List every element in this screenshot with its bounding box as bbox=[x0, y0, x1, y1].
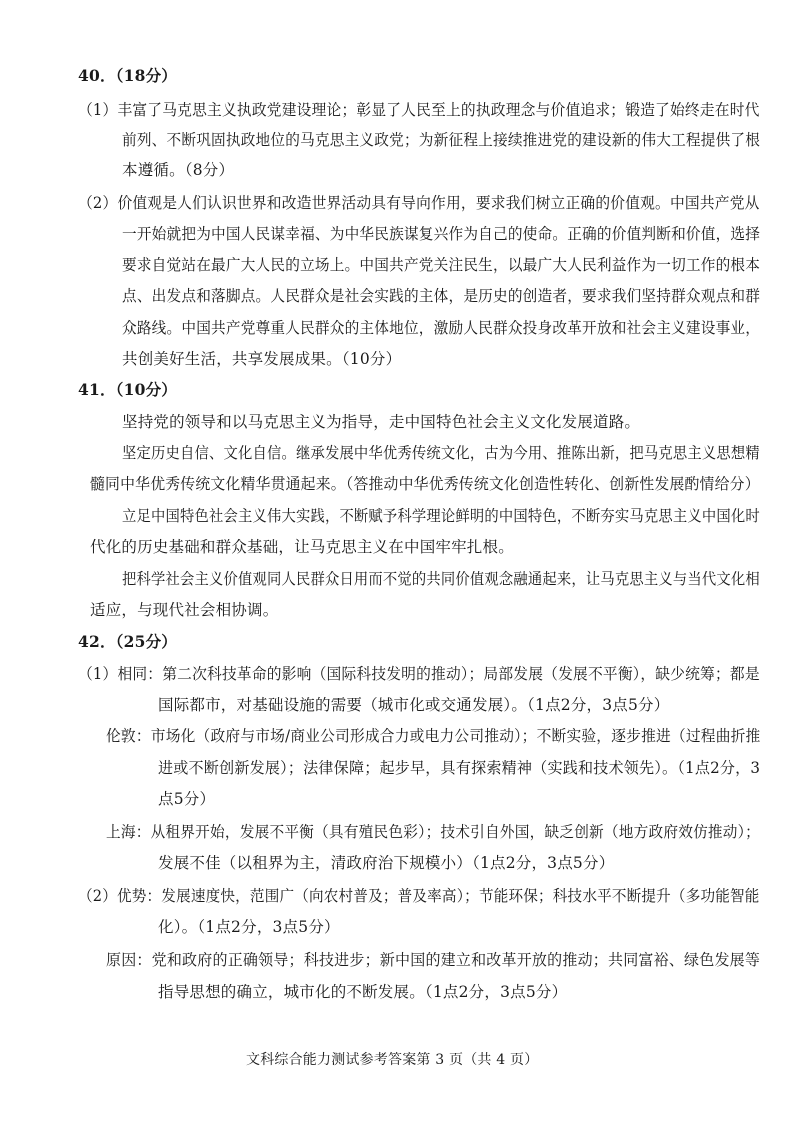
q41-heading: 41．（10分） bbox=[78, 380, 177, 399]
q42-heading: 42．（25分） bbox=[78, 632, 177, 651]
q41-line: 坚持党的领导和以马克思主义为指导，走中国特色社会主义文化发展道路。 bbox=[122, 413, 641, 431]
q40-part2-line: 点、出发点和落脚点。人民群众是社会实践的主体，是历史的创造者，要求我们坚持群众观点和群 bbox=[122, 287, 761, 305]
q40-part2-line: 一开始就把为中国人民谋幸福、为中华民族谋复兴作为自己的使命。正确的价值判断和价值，选择 bbox=[122, 225, 761, 243]
q40-heading: 40．（18分） bbox=[78, 66, 177, 85]
q42-reason-line: 原因：党和政府的正确领导；科技进步；新中国的建立和改革开放的推动；共同富裕、绿色发展等 bbox=[106, 951, 761, 969]
q42-shanghai-line: 发展不佳（以租界为主，清政府治下规模小）（1点2分，3点5分） bbox=[158, 854, 615, 872]
q42-advantage-line: 化）。（1点2分，3点5分） bbox=[158, 918, 340, 936]
q42-london-line: 点5分） bbox=[158, 790, 216, 808]
q41-line: 代化的历史基础和群众基础，让马克思主义在中国牢牢扎根。 bbox=[90, 538, 514, 556]
q41-line: 立足中国特色社会主义伟大实践，不断赋予科学理论鲜明的中国特色，不断夯实马克思主义中国化时 bbox=[122, 507, 760, 525]
q40-part2-line: 众路线。中国共产党尊重人民群众的主体地位，激励人民群众投身改革开放和社会主义建设事业， bbox=[122, 319, 761, 337]
q40-part2-line: （2）价值观是人们认识世界和改造世界活动具有导向作用，要求我们树立正确的价值观。中国共产党从 bbox=[78, 194, 760, 212]
q42-london-line: 伦敦：市场化（政府与市场/商业公司形成合力或电力公司推动）；不断实验，逐步推进（过程曲折推 bbox=[106, 727, 761, 745]
q41-line: 坚定历史自信、文化自信。继承发展中华优秀传统文化，古为今用、推陈出新，把马克思主义思想精 bbox=[122, 444, 760, 462]
q42-advantage-line: （2）优势：发展速度快，范围广（向农村普及；普及率高）；节能环保；科技水平不断提升（多功能智能 bbox=[78, 887, 760, 905]
q40-part2-line: 要求自觉站在最广大人民的立场上。中国共产党关注民生，以最广大人民利益作为一切工作的根本 bbox=[122, 256, 761, 274]
q42-same-line: 国际都市，对基础设施的需要（城市化或交通发展）。（1点2分，3点5分） bbox=[158, 696, 670, 714]
q40-part2-line: 共创美好生活，共享发展成果。（10分） bbox=[122, 350, 402, 368]
q40-part1-line: 本遵循。（8分） bbox=[122, 161, 235, 179]
q42-reason-line: 指导思想的确立，城市化的不断发展。（1点2分，3点5分） bbox=[158, 983, 568, 1001]
q40-part1-line: 前列、不断巩固执政地位的马克思主义政党；为新征程上接续推进党的建设新的伟大工程提供了根 bbox=[122, 131, 761, 149]
q40-part1-line: （1）丰富了马克思主义执政党建设理论；彰显了人民至上的执政理念与价值追求；锻造了始终走在时代 bbox=[78, 101, 760, 119]
q42-london-line: 进或不断创新发展）；法律保障；起步早，具有探索精神（实践和技术领先）。（1点2分，3 bbox=[158, 759, 761, 777]
page-footer: 文科综合能力测试参考答案第 3 页（共 4 页） bbox=[246, 1052, 539, 1068]
q41-line: 把科学社会主义价值观同人民群众日用而不觉的共同价值观念融通起来，让马克思主义与当代文化相 bbox=[122, 570, 760, 588]
q41-line: 髓同中华优秀传统文化精华贯通起来。（答推动中华优秀传统文化创造性转化、创新性发展酌情给分） bbox=[90, 475, 760, 493]
q41-line: 适应，与现代社会相协调。 bbox=[90, 601, 279, 619]
q42-shanghai-line: 上海：从租界开始，发展不平衡（具有殖民色彩）；技术引自外国，缺乏创新（地方政府效仿推动）； bbox=[106, 823, 761, 841]
q42-same-line: （1）相同：第二次科技革命的影响（国际科技发明的推动）；局部发展（发展不平衡），缺少统筹；都是 bbox=[78, 665, 760, 683]
